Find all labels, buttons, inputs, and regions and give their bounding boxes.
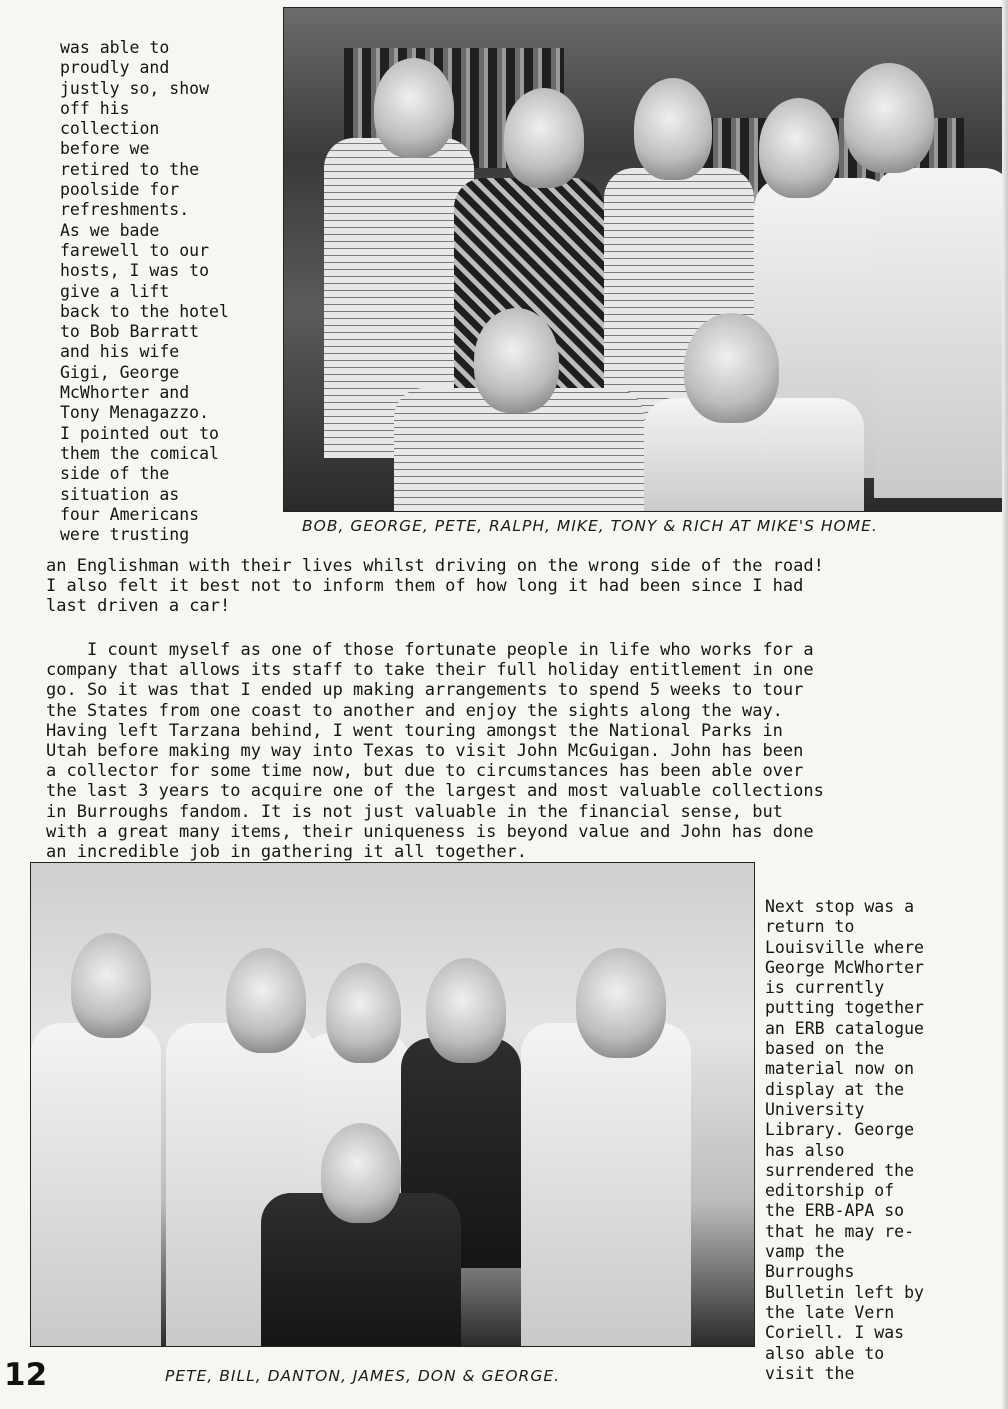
person-figure xyxy=(874,168,1008,498)
group-photo-louisville xyxy=(30,862,755,1347)
text-line: Bulletin left by xyxy=(765,1282,924,1302)
text-line: visit the xyxy=(765,1363,855,1383)
text-line: surrendered the xyxy=(765,1160,915,1180)
person-head xyxy=(684,313,779,423)
person-figure xyxy=(31,1023,161,1346)
text-line: situation as xyxy=(60,484,180,504)
text-line: the late Vern xyxy=(765,1302,895,1322)
photo-caption-bottom: PETE, BILL, DANTON, JAMES, DON & GEORGE. xyxy=(165,1367,561,1385)
page-edge-shadow xyxy=(1002,0,1008,1409)
text-line: based on the xyxy=(765,1039,885,1059)
text-line: putting together xyxy=(765,998,924,1018)
person-figure xyxy=(521,1023,691,1346)
text-line: display at the xyxy=(765,1079,905,1099)
text-line: justly so, show xyxy=(60,78,210,98)
text-line: was able to xyxy=(60,38,170,57)
text-line: go. So it was that I ended up making arrangements to spend 5 weeks to tour xyxy=(46,680,804,701)
person-head xyxy=(374,58,454,158)
top-left-text-column xyxy=(60,38,229,545)
person-head xyxy=(326,963,401,1063)
text-line: to Bob Barratt xyxy=(60,322,200,342)
person-head xyxy=(426,958,506,1063)
text-line: in Burroughs fandom. It is not just valuable in the financial sense, but xyxy=(46,801,783,822)
person-head xyxy=(844,63,934,173)
text-line: retired to the xyxy=(60,159,200,179)
text-line: with a great many items, their uniqueness is beyond value and John has done xyxy=(46,821,814,842)
person-head xyxy=(576,948,666,1058)
person-head xyxy=(504,88,584,188)
person-head xyxy=(759,98,839,198)
text-line: the ERB-APA so xyxy=(765,1201,905,1221)
text-line: McWhorter and xyxy=(60,383,190,403)
main-paragraph xyxy=(46,640,976,862)
text-line: University xyxy=(765,1099,865,1119)
page-number: 12 xyxy=(4,1357,48,1393)
person-head xyxy=(634,78,712,180)
text-line: an incredible job in gathering it all together. xyxy=(46,842,528,863)
text-line: that he may re- xyxy=(765,1221,915,1241)
text-line: an Englishman with their lives whilst driving on the wrong side of the road! xyxy=(46,556,824,576)
text-line: vamp the xyxy=(765,1242,845,1262)
text-line: off his xyxy=(60,98,130,118)
text-line: is currently xyxy=(765,978,885,998)
text-line: Tony Menagazzo. xyxy=(60,403,210,423)
text-line: were trusting xyxy=(60,525,190,545)
text-line: them the comical xyxy=(60,443,219,463)
text-line: refreshments. xyxy=(60,200,190,220)
text-line: As we bade xyxy=(60,220,160,240)
person-head xyxy=(321,1123,401,1223)
text-line: Utah before making my way into Texas to visit John McGuigan. John has been xyxy=(46,741,804,762)
continuation-paragraph xyxy=(46,556,976,617)
text-line: material now on xyxy=(765,1059,915,1079)
text-line: proudly and xyxy=(60,58,170,78)
text-line: Library. George xyxy=(765,1120,915,1140)
text-line: and his wife xyxy=(60,342,180,362)
text-line: I pointed out to xyxy=(60,423,219,443)
group-photo-mikes-home xyxy=(283,7,1008,512)
text-line: Having left Tarzana behind, I went touring amongst the National Parks in xyxy=(46,720,783,741)
text-line: collection xyxy=(60,119,160,139)
text-line: return to xyxy=(765,917,855,937)
text-line: Louisville where xyxy=(765,937,924,957)
text-line: back to the hotel xyxy=(60,301,229,321)
text-line: last driven a car! xyxy=(46,596,231,617)
photo-caption-top: BOB, GEORGE, PETE, RALPH, MIKE, TONY & RICH AT MIKE'S HOME. xyxy=(302,517,878,535)
text-line: Burroughs xyxy=(765,1262,855,1282)
text-line: poolside for xyxy=(60,180,180,200)
text-line: a collector for some time now, but due to circumstances has been able over xyxy=(46,761,804,782)
text-line: farewell to our xyxy=(60,240,210,260)
person-head xyxy=(71,933,151,1038)
text-line: Next stop was a xyxy=(765,897,915,916)
text-line: side of the xyxy=(60,464,170,484)
text-line: also able to xyxy=(765,1343,885,1363)
text-line: before we xyxy=(60,139,150,159)
text-line: Coriell. I was xyxy=(765,1323,905,1343)
person-head xyxy=(474,308,559,413)
text-line: has also xyxy=(765,1140,845,1160)
text-line: give a lift xyxy=(60,281,170,301)
text-line: the last 3 years to acquire one of the largest and most valuable collections xyxy=(46,781,824,802)
text-line: I count myself as one of those fortunate people in life who works for a xyxy=(46,640,814,660)
text-line: the States from one coast to another and enjoy the sights along the way. xyxy=(46,700,783,721)
text-line: editorship of xyxy=(765,1181,895,1201)
text-line: I also felt it best not to inform them of how long it had been since I had xyxy=(46,576,804,597)
right-text-column xyxy=(765,897,924,1384)
text-line: hosts, I was to xyxy=(60,261,210,281)
text-line: an ERB catalogue xyxy=(765,1018,924,1038)
person-head xyxy=(226,948,306,1053)
text-line: George McWhorter xyxy=(765,957,924,977)
text-line: Gigi, George xyxy=(60,362,180,382)
text-line: company that allows its staff to take their full holiday entitlement in one xyxy=(46,660,814,681)
text-line: four Americans xyxy=(60,504,200,524)
